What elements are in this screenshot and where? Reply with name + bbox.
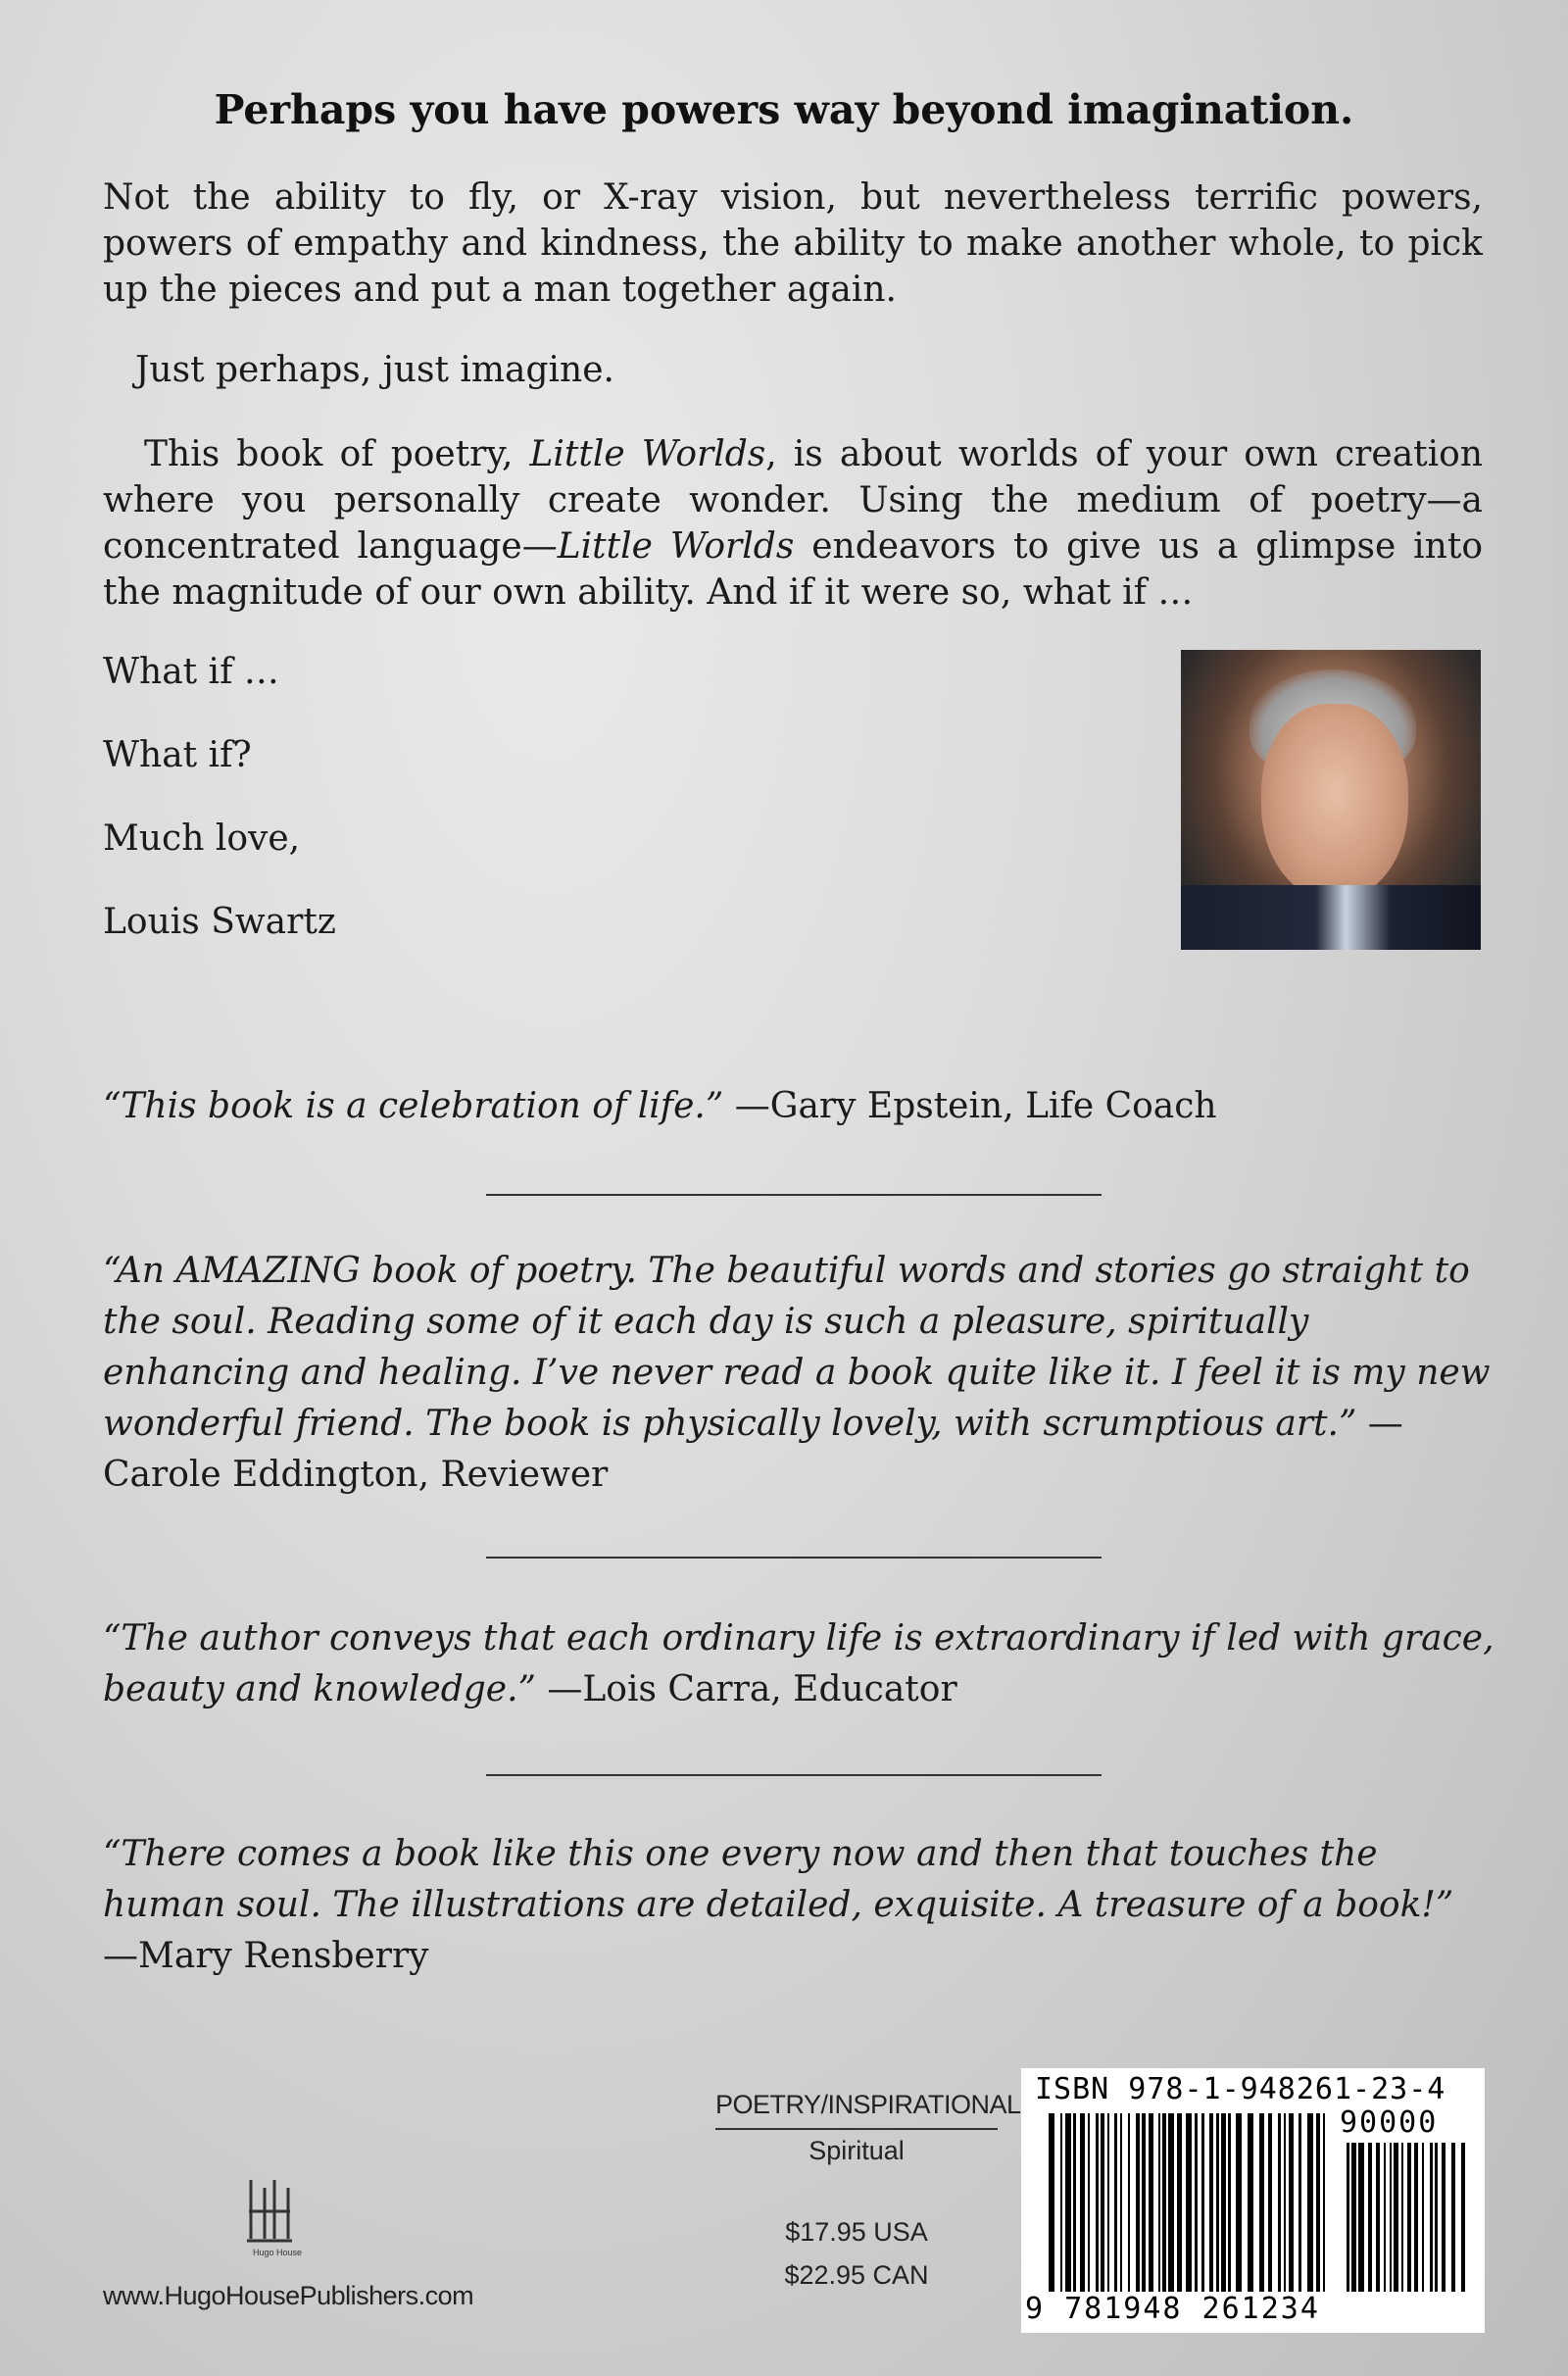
- testimonial-attribution: —Carole Eddington, Reviewer: [103, 1404, 1403, 1495]
- category-main: POETRY/INSPIRATIONAL: [715, 2090, 998, 2130]
- isbn-barcode: [1021, 2068, 1485, 2333]
- author-signature: Louis Swartz: [103, 902, 336, 942]
- testimonial-quote: “There comes a book like this one every now and then that touches the human soul. The illustrations are detailed, exquisite. A treasure of a book!”: [103, 1834, 1454, 1925]
- testimonial-attribution: —Lois Carra, Educator: [535, 1669, 957, 1709]
- author-photo: [1181, 650, 1481, 950]
- publisher-logo-icon: [245, 2174, 294, 2247]
- testimonial-1: [103, 1081, 1494, 1132]
- testimonial-4: [103, 1829, 1494, 1982]
- testimonial-attribution: —Gary Epstein, Life Coach: [723, 1086, 1217, 1126]
- closing-line-3: Much love,: [103, 818, 301, 859]
- headline: Perhaps you have powers way beyond imagination.: [214, 86, 1354, 133]
- publisher-logo-text: Hugo House: [253, 2248, 303, 2257]
- testimonial-3: [103, 1613, 1494, 1715]
- testimonial-attribution: —Mary Rensberry: [103, 1936, 429, 1976]
- category-block: [715, 2090, 1021, 2166]
- price-usa: $17.95 USA: [785, 2217, 928, 2247]
- testimonial-quote: “An AMAZING book of poetry. The beautiful words and stories go straight to the soul. Reading some of it each day is such a pleasure, spiritually enhancing and healing. I’ve never read a book quite like it. I feel it is my new wonderful friend. The book is physically lovely, with scrumptious art.”: [103, 1251, 1491, 1444]
- book-title: Little Worlds: [557, 526, 795, 567]
- publisher-website: www.HugoHousePublishers.com: [103, 2281, 474, 2310]
- intro-paragraph-1: Not the ability to fly, or X-ray vision, but nevertheless terrific powers, powers of empathy and kindness, the ability to make another whole, to pick up the pieces and put a man together again.: [103, 177, 1483, 310]
- barcode-addon-number: 90000: [1340, 2105, 1439, 2140]
- book-title: Little Worlds: [529, 434, 766, 474]
- closing-line-1: What if …: [103, 652, 279, 692]
- closing-line-2: What if?: [103, 735, 252, 775]
- intro-text-b: , is about worlds of your own creation where you personally create wonder. Using the medium of poetry—a concentrated language—: [103, 434, 1483, 567]
- isbn-label: ISBN 978-1-948261-23-4: [1035, 2072, 1446, 2106]
- price-block: [715, 2210, 998, 2297]
- intro-text-a: This book of poetry,: [144, 434, 530, 474]
- testimonial-quote: “This book is a celebration of life.”: [103, 1086, 724, 1126]
- intro-paragraph-3: [103, 431, 1483, 616]
- divider: [486, 1774, 1102, 1776]
- price-can: $22.95 CAN: [784, 2260, 929, 2290]
- testimonial-quote: “The author conveys that each ordinary life is extraordinary if led with grace, beauty and knowledge.”: [103, 1618, 1494, 1709]
- intro-text-c: endeavors to give us a glimpse into the magnitude of our own ability. And if it were so, what if …: [103, 526, 1483, 613]
- intro-paragraph-2: Just perhaps, just imagine.: [135, 350, 614, 390]
- divider: [486, 1194, 1102, 1196]
- divider: [486, 1557, 1102, 1559]
- testimonial-2: [103, 1246, 1494, 1501]
- category-sub: Spiritual: [808, 2136, 905, 2165]
- barcode-ean-number: 9 781948 261234: [1025, 2292, 1320, 2326]
